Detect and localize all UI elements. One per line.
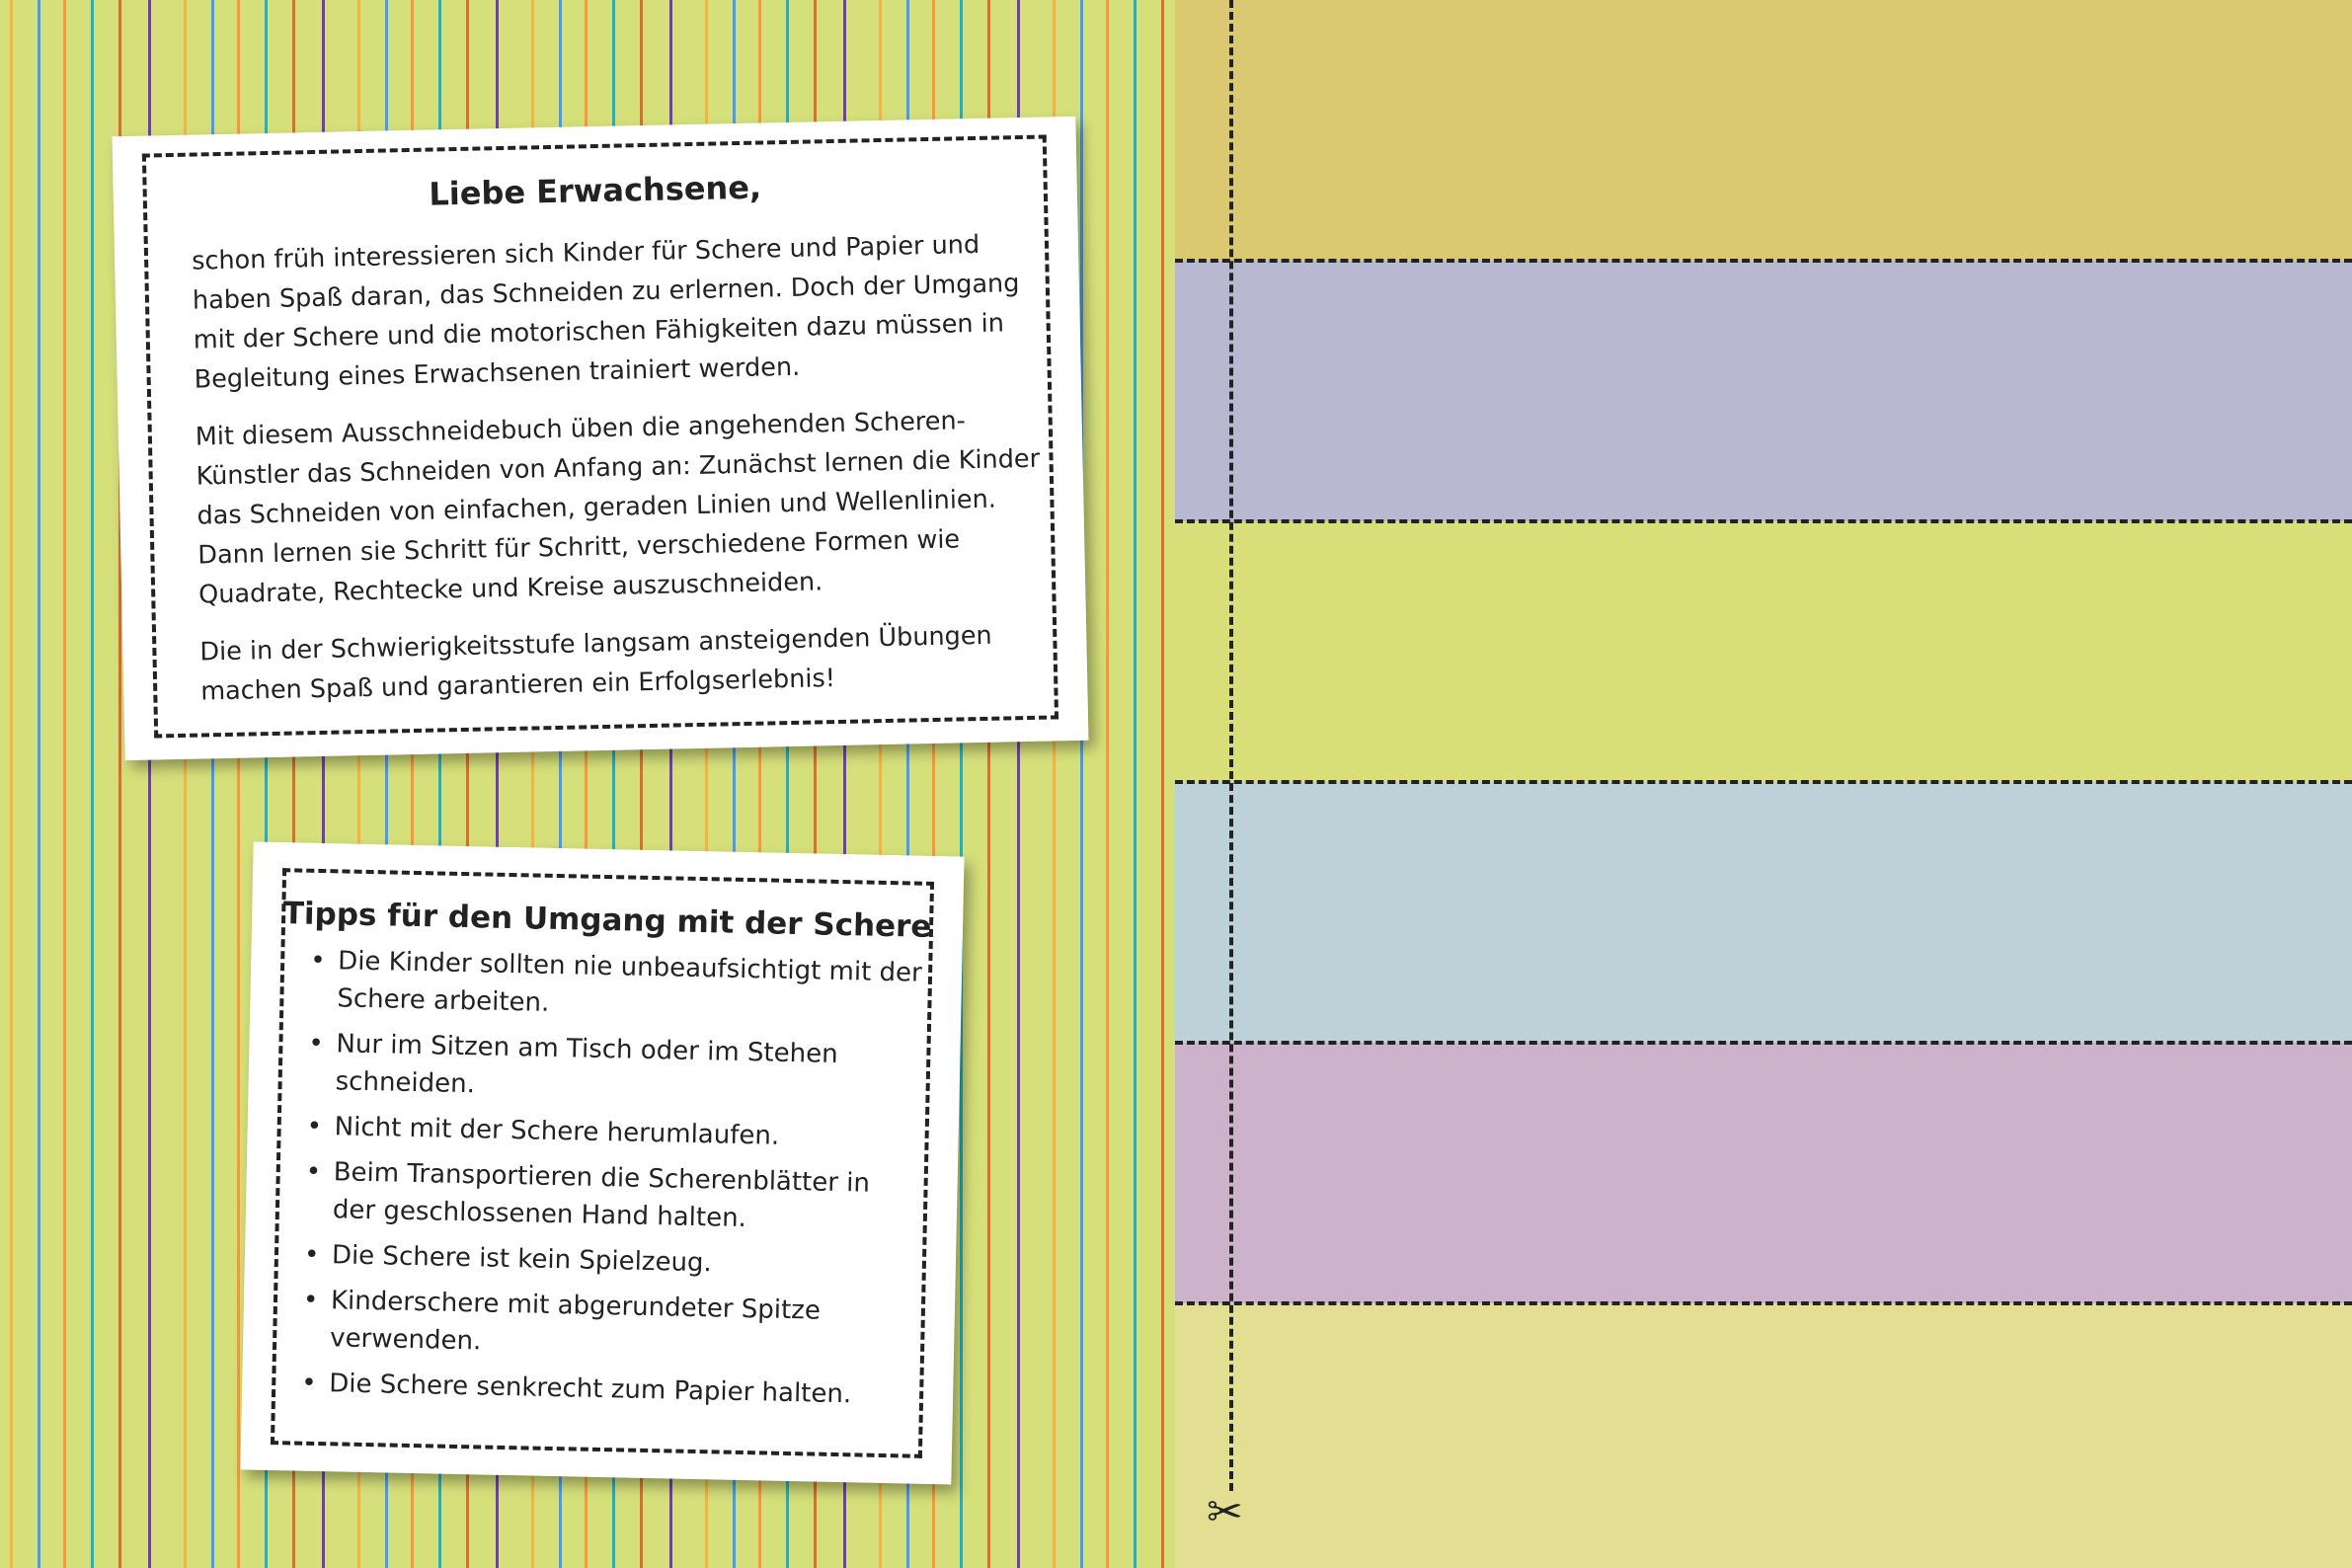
cut-line-horizontal [1175, 259, 2352, 263]
strip-1[interactable] [1175, 0, 2352, 261]
cut-line-horizontal [1175, 519, 2352, 523]
intro-card [112, 117, 1088, 760]
tip-item: • Nur im Sitzen am Tisch oder im Stehen schneiden. [307, 1025, 920, 1113]
tips-card [240, 842, 964, 1485]
scissors-icon: ✂ [1207, 1487, 1243, 1537]
left-page-striped-background [0, 0, 1175, 1568]
tips-list [301, 942, 923, 1423]
strip-5[interactable] [1175, 1043, 2352, 1303]
strip-4[interactable] [1175, 782, 2352, 1043]
tip-item: • Kinderschere mit abgerundeter Spitze verwenden. [302, 1282, 915, 1370]
tip-item: • Die Kinder sollten nie unbeaufsichtigt mit der Schere arbeiten. [309, 942, 922, 1030]
right-page-cut-strips [1175, 0, 2352, 1568]
tip-item: • Die Schere ist kein Spielzeug. [304, 1236, 917, 1287]
strip-3[interactable] [1175, 521, 2352, 782]
intro-paragraph-2: Mit diesem Ausschneidebuch üben die angehenden Scheren-Künstler das Schneiden von Anfang an: Zunächst lernen die Kinder das Schneiden von einfachen, geraden Linien und Wellenlinien. Dann lernen sie Schritt für Schritt, verschiedene Formen wie Quadrate, Rechtecke und Kreise auszuschneiden. [195, 406, 1041, 610]
cut-line-horizontal [1175, 1041, 2352, 1045]
intro-paragraph-3: Die in der Schwierigkeitsstufe langsam ansteigenden Übungen machen Spaß und garantieren ein Erfolgserlebnis! [199, 620, 992, 707]
cut-line-vertical [1229, 0, 1233, 1491]
intro-paragraph-1: schon früh interessieren sich Kinder für Schere und Papier und haben Spaß daran, das Schneiden zu erlernen. Doch der Umgang mit der Schere und die motorischen Fähigkeiten dazu müssen in Begleitung eines Erwachsenen trainiert werden. [191, 229, 1020, 395]
cut-line-horizontal [1175, 780, 2352, 784]
tip-item: • Nicht mit der Schere herumlaufen. [306, 1108, 919, 1158]
tip-item: • Die Schere senkrecht zum Papier halten. [301, 1365, 914, 1415]
intro-title: Liebe Erwachsene, [429, 168, 762, 213]
tips-title: Tipps für den Umgang mit der Schere [282, 896, 932, 945]
strip-2[interactable] [1175, 261, 2352, 521]
cut-line-horizontal [1175, 1301, 2352, 1305]
tip-item: • Beim Transportieren die Scherenblätter in der geschlossenen Hand halten. [305, 1153, 918, 1241]
strip-6[interactable] [1175, 1303, 2352, 1568]
